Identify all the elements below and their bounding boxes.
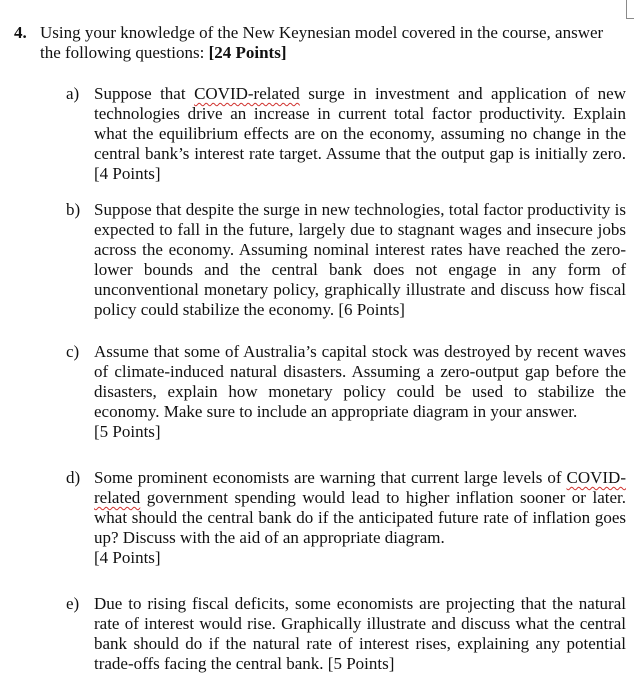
part-c-text: Assume that some of Australia’s capital stock was destroyed by recent waves of climate-induced natural disasters. Assuming a zero-output gap before the disasters, explain how monetary policy could be used to stabilize the economy. Make sure to include an appropriate diagram in your answer. [94, 342, 626, 421]
part-a-text-block [94, 84, 626, 184]
question-number: 4. [14, 23, 27, 42]
part-c-points: [5 Points] [94, 422, 161, 441]
part-a-label: a) [66, 84, 80, 103]
question-text: Using your knowledge of the New Keynesian model covered in the course, answer the following questions: [40, 23, 604, 62]
part-c-label: c) [66, 342, 80, 361]
part-d-points: [4 Points] [94, 548, 161, 567]
part-b-label: b) [66, 200, 81, 219]
spellcheck-flagged-word: COVID-related [94, 468, 626, 507]
part-c-text-block [94, 342, 626, 442]
part-e [66, 594, 626, 674]
part-d [66, 468, 626, 568]
part-b [66, 200, 626, 320]
part-e-label: e) [66, 594, 80, 613]
part-c [66, 342, 626, 442]
question-4-header [14, 23, 626, 63]
spellcheck-flagged-word: COVID-related [194, 84, 300, 103]
part-d-text-before: Some prominent economists are warning that current large levels of [94, 468, 567, 487]
question-points: [24 Points] [208, 43, 287, 62]
part-a-text-after: surge in investment and application of new technologies drive an increase in current total factor productivity. Explain what the equilibrium effects are on the economy, assuming no change in the central bank’s interest rate target. Assume that the output gap is initially zero. [4 Points] [94, 84, 627, 183]
page-corner-mark [626, 0, 634, 19]
part-a [66, 84, 626, 184]
part-e-text: Due to rising fiscal deficits, some economists are projecting that the natural rate of interest would rise. Graphically illustrate and discuss what the central bank should do if the natural rate of interest rises, explaining any potential trade-offs facing the central bank. [5 Points] [94, 594, 626, 673]
part-d-text-block [94, 468, 626, 568]
question-text-block [40, 23, 626, 63]
part-b-text: Suppose that despite the surge in new technologies, total factor productivity is expected to fall in the future, largely due to stagnant wages and insecure jobs across the economy. Assuming nominal interest rates have reached the zero-lower bounds and the central bank does not engage in any form of unconventional monetary policy, graphically illustrate and discuss how fiscal policy could stabilize the economy. [6 Points] [94, 200, 626, 319]
part-d-label: d) [66, 468, 81, 487]
part-a-text-before: Suppose that [94, 84, 195, 103]
part-d-text-after: government spending would lead to higher inflation sooner or later. what should the central bank do if the anticipated future rate of inflation goes up? Discuss with the aid of an appropriate diagram. [94, 488, 626, 547]
